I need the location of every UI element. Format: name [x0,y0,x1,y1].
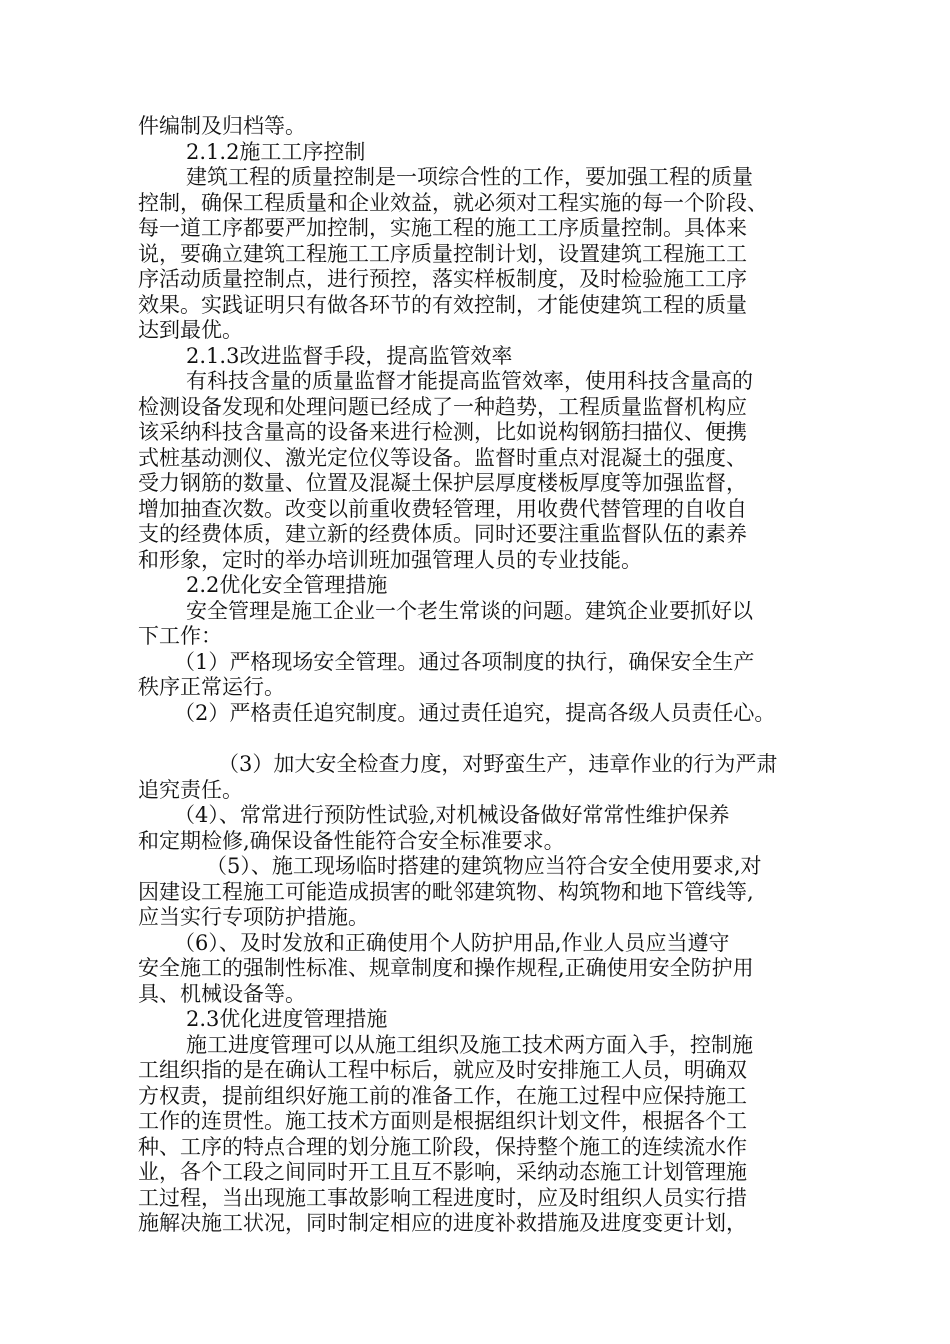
list-item-2: （2）严格责任追究制度。通过责任追究，提高各级人员责任心。 [174,700,776,725]
document-body [138,114,828,1237]
list-item-5: （5）、施工现场临时搭建的建筑物应当符合安全使用要求,对 因建设工程施工可能造成损害的毗邻建筑物、构筑物和地下管线等, 应当实行专项防护措施。 [138,854,762,929]
list-item-1: （1）严格现场安全管理。通过各项制度的执行，确保安全生产 秩序正常运行。 [138,649,755,699]
section-heading-2-2: 2.2优化安全管理措施 [186,573,388,597]
section-heading-2-1-2: 2.1.2施工工序控制 [186,139,366,164]
section-heading-2-3: 2.3优化进度管理措施 [186,1007,388,1031]
paragraph-supervision: 有科技含量的质量监督才能提高监管效率，使用科技含量高的 检测设备发现和处理问题已经成了一种趋势，工程质量监督机构应 该采纳科技含量高的设备来进行检测，比如说构钢筋扫描仪、便携 式桩基动测仪、激光定位仪等设备。监督时重点对混凝土的强度、 受力钢筋的数量、位置及混凝土保护层厚度楼板厚度等加强监督， 增加抽查次数。改变以前重收费轻管理，用收费代替管理的自收自 支的经费体质，建立新的经费体质。同时还要注重监督队伍的素养 和形象，定时的举办培训班加强管理人员的专业技能。 [138,369,753,572]
paragraph-continuation: 件编制及归档等。 [138,114,306,138]
paragraph-process-control: 建筑工程的质量控制是一项综合性的工作，要加强工程的质量 控制，确保工程质量和企业效益，就必须对工程实施的每一个阶段、 每一道工序都要严加控制，实施工程的施工工序质量控制。具体来 说，要确立建筑工程施工工序质量控制计划，设置建筑工程施工工 序活动质量控制点，进行预控，落实样板制度，及时检验施工工序 效果。实践证明只有做各环节的有效控制，才能使建筑工程的质量 达到最优。 [138,165,768,342]
list-item-3: （3）加大安全检查力度，对野蛮生产，违章作业的行为严肃 追究责任。 [138,752,778,802]
paragraph-safety-intro: 安全管理是施工企业一个老生常谈的问题。建筑企业要抓好以 下工作： [138,598,753,648]
list-item-6: （6）、及时发放和正确使用个人防护用品,作业人员应当遵守 安全施工的强制性标准、规章制度和操作规程,正确使用安全防护用 具、机械设备等。 [138,930,754,1006]
list-item-4: （4）、常常进行预防性试验,对机械设备做好常常性维护保养 和定期检修,确保设备性能符合安全标准要求。 [138,803,730,853]
paragraph-schedule: 施工进度管理可以从施工组织及施工技术两方面入手，控制施 工组织指的是在确认工程中标后，就应及时安排施工人员，明确双 方权责，提前组织好施工前的准备工作，在施工过程中应保持施工 工作的连贯性。施工技术方面则是根据组织计划文件，根据各个工 种、工序的特点合理的划分施工阶段，保持整个施工的连续流水作 业，各个工段之间同时开工且互不影响，采纳动态施工计划管理施 工过程，当出现施工事故影响工程进度时，应及时组织人员实行措 施解决施工状况，同时制定相应的进度补救措施及进度变更计划， [138,1032,753,1235]
section-heading-2-1-3: 2.1.3改进监督手段，提高监管效率 [186,343,513,368]
